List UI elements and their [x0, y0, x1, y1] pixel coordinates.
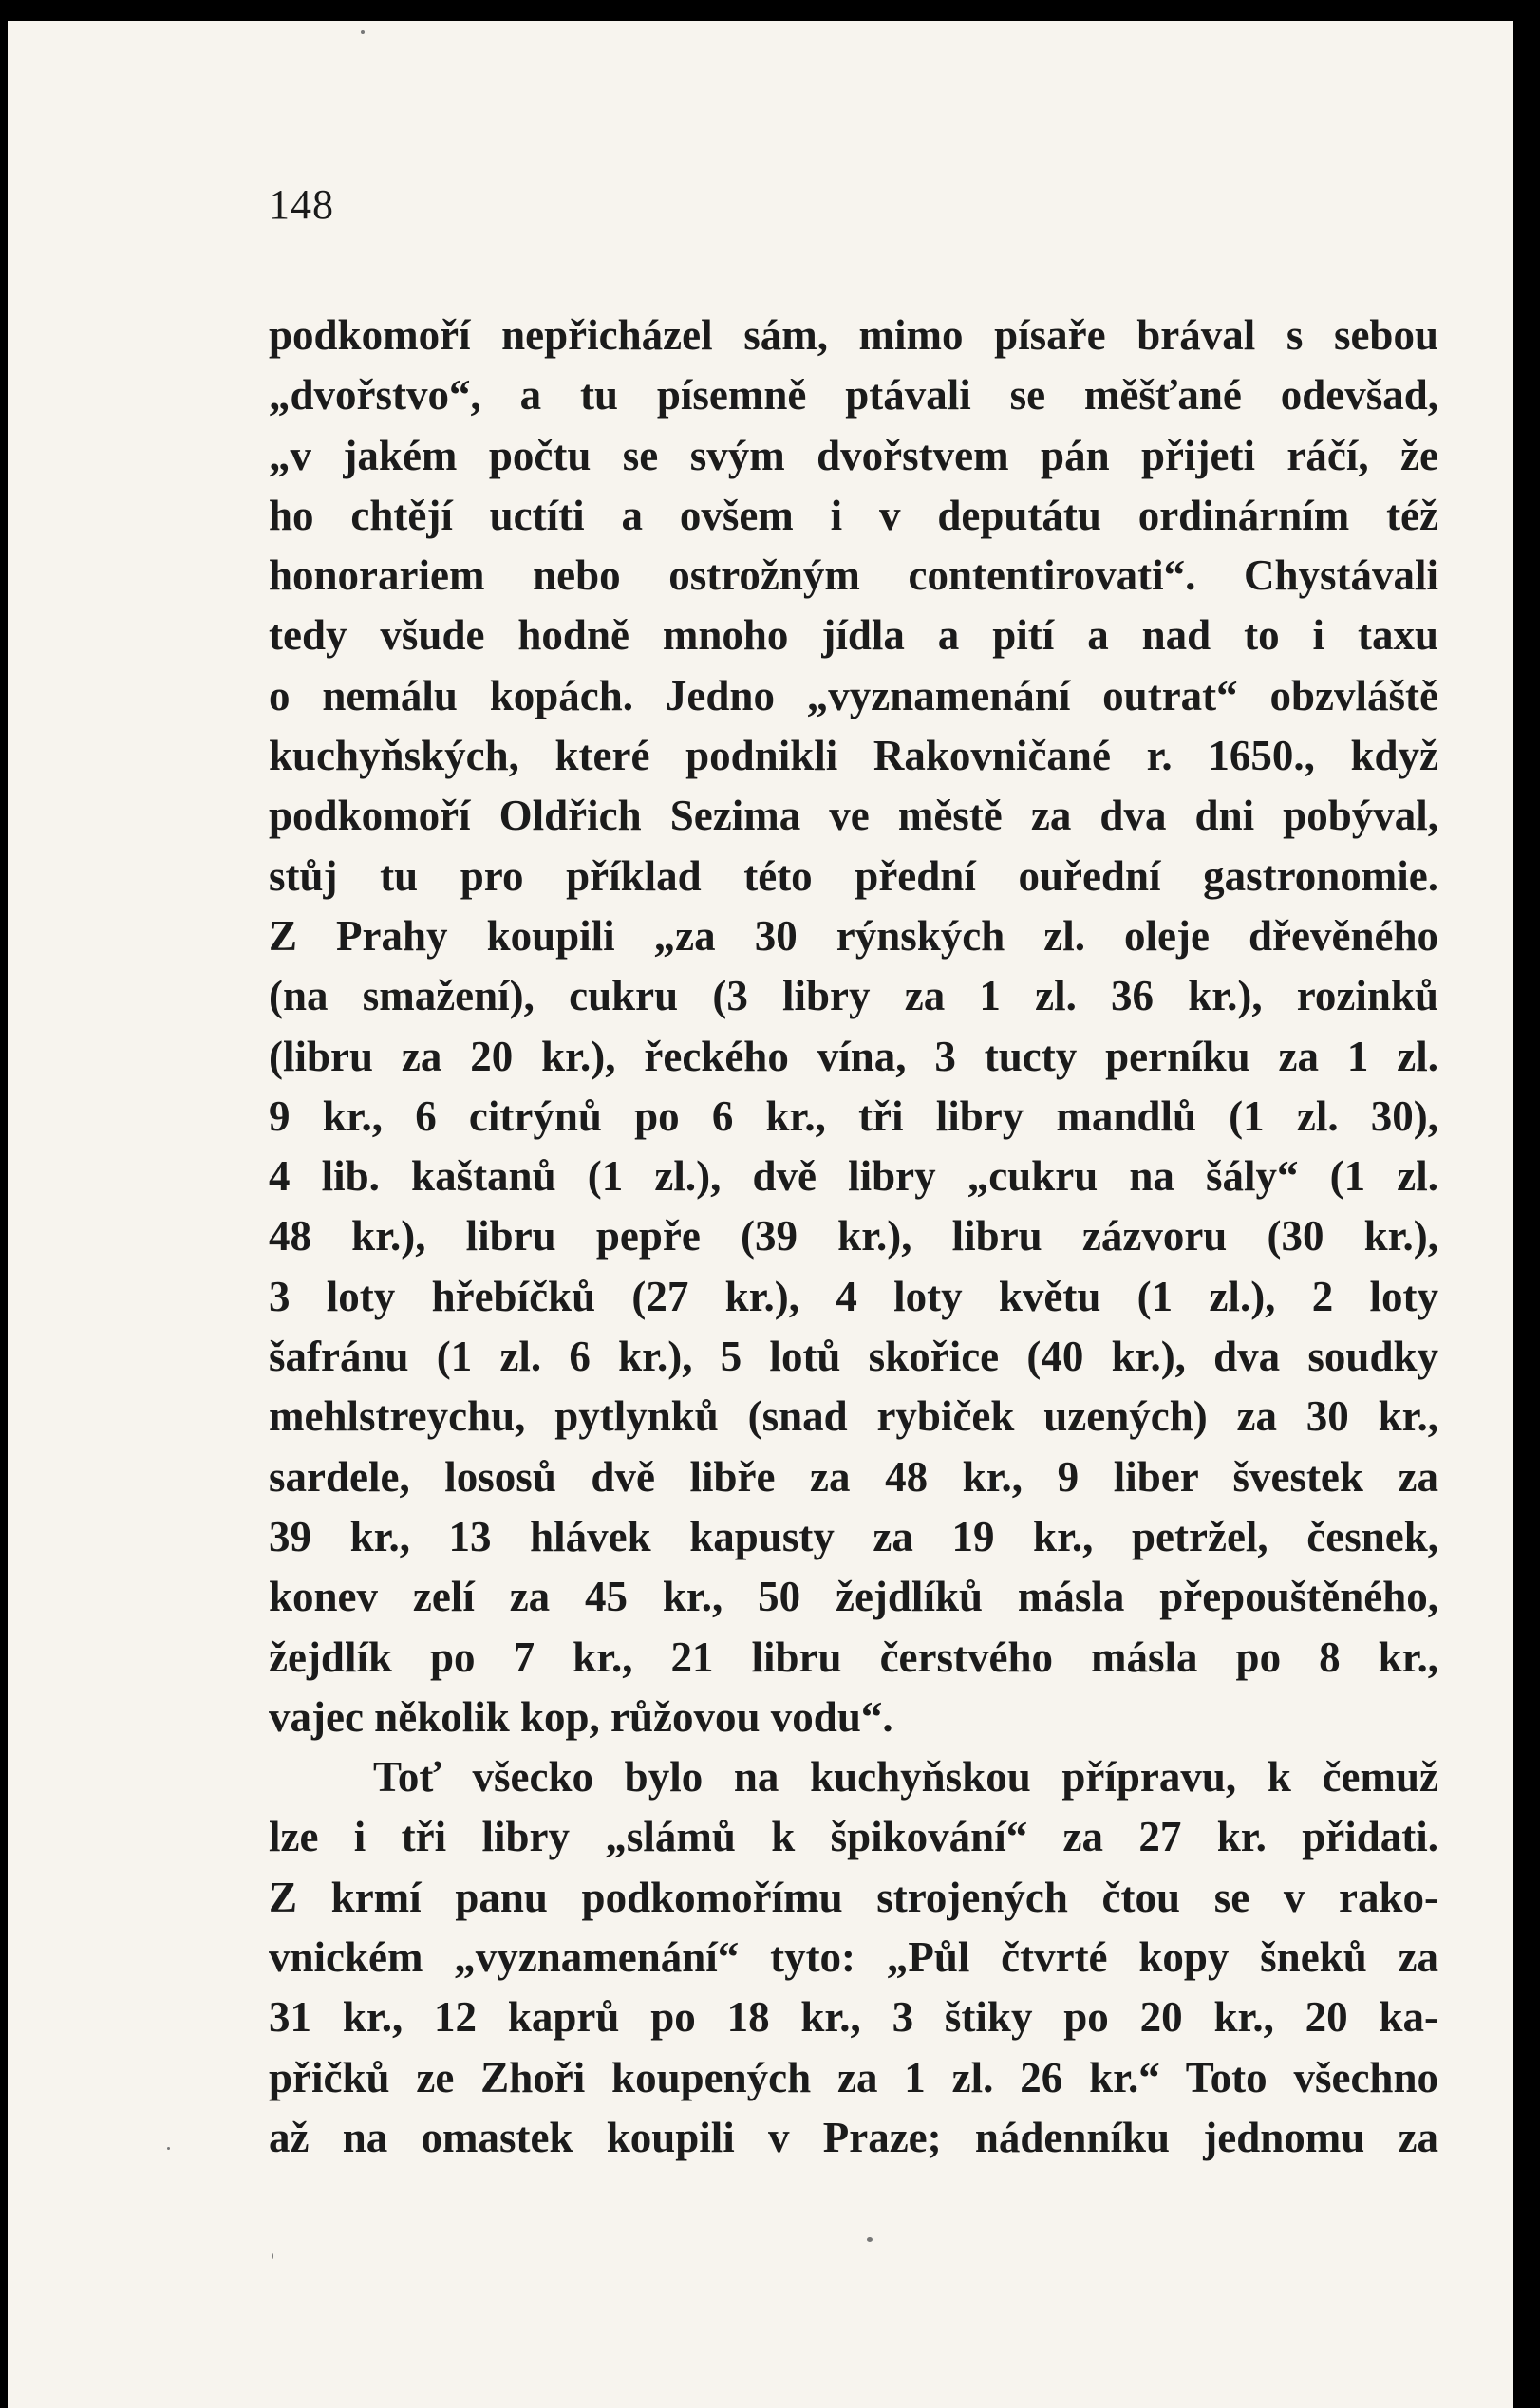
- text-line: vajec několik kop, růžovou vodu“.: [269, 1692, 893, 1741]
- text-line: šafránu (1 zl. 6 kr.), 5 lotů skořice (40 kr.), dva soudky: [269, 1333, 1438, 1381]
- text-line: přičků ze Zhoři koupených za 1 zl. 26 kr.“ Toto všechno: [269, 2053, 1438, 2101]
- text-line: 31 kr., 12 kaprů po 18 kr., 3 štiky po 20 kr., 20 ka-: [269, 1993, 1438, 2042]
- text-line: až na omastek koupili v Praze; nádenníku jednomu za: [269, 2113, 1438, 2161]
- text-line: „dvořstvo“, a tu písemně ptávali se měšťané odevšad,: [269, 371, 1438, 420]
- text-line: tedy všude hodně mnoho jídla a pití a nad to i taxu: [269, 611, 1438, 660]
- text-line: Toť všecko bylo na kuchyňskou přípravu, k čemuž: [373, 1753, 1438, 1801]
- text-line: 4 lib. kaštanů (1 zl.), dvě libry „cukru na šály“ (1 zl.: [269, 1152, 1438, 1201]
- text-line: o nemálu kopách. Jedno „vyznamenání outrat“ obzvláště: [269, 671, 1438, 719]
- text-line: stůj tu pro příklad této přední ouřední gastronomie.: [269, 851, 1438, 900]
- text-line: Z krmí panu podkomořímu strojených čtou se v rako-: [269, 1873, 1438, 1921]
- scan-border-top: [0, 0, 1540, 21]
- text-line: lze i tři libry „slámů k špikování“ za 27 kr. přidati.: [269, 1813, 1438, 1861]
- scan-border-left: [0, 0, 8, 2408]
- text-line: mehlstreychu, pytlynků (snad rybiček uzených) za 30 kr.,: [269, 1392, 1438, 1441]
- scan-border-right: [1513, 0, 1540, 2408]
- text-line: honorariem nebo ostrožným contentirovati“. Chystávali: [269, 551, 1438, 600]
- text-line: žejdlík po 7 kr., 21 libru čerstvého másla po 8 kr.,: [269, 1633, 1438, 1681]
- text-line: ho chtějí uctíti a ovšem i v deputátu ordinárním též: [269, 491, 1438, 539]
- text-line: vnickém „vyznamenání“ tyto: „Půl čtvrté kopy šneků za: [269, 1933, 1438, 1982]
- text-line: podkomoří Oldřich Sezima ve městě za dva dni pobýval,: [269, 792, 1438, 840]
- text-line: (libru za 20 kr.), řeckého vína, 3 tucty perníku za 1 zl.: [269, 1032, 1438, 1080]
- scan-speck: [361, 30, 365, 34]
- text-line: 39 kr., 13 hlávek kapusty za 19 kr., petržel, česnek,: [269, 1512, 1438, 1560]
- scan-speck: [167, 2147, 170, 2150]
- text-line: sardele, lososů dvě libře za 48 kr., 9 liber švestek za: [269, 1452, 1438, 1501]
- text-line: podkomoří nepřicházel sám, mimo písaře brával s sebou: [269, 311, 1438, 359]
- text-line: 9 kr., 6 citrýnů po 6 kr., tři libry mandlů (1 zl. 30),: [269, 1092, 1438, 1140]
- text-line: „v jakém počtu se svým dvořstvem pán přijeti ráčí, že: [269, 431, 1438, 479]
- text-line: kuchyňských, které podnikli Rakovničané r. 1650., když: [269, 732, 1438, 780]
- page-number: 148: [269, 181, 334, 228]
- text-line: (na smažení), cukru (3 libry za 1 zl. 36 kr.), rozinků: [269, 972, 1438, 1020]
- text-line: Z Prahy koupili „za 30 rýnských zl. oleje dřevěného: [269, 911, 1438, 960]
- book-page: [8, 21, 1513, 2408]
- text-line: 3 loty hřebíčků (27 kr.), 4 loty květu (1 zl.), 2 loty: [269, 1272, 1438, 1320]
- scan-speck: [867, 2237, 873, 2242]
- scan-speck: [272, 2253, 273, 2259]
- body-text: [269, 306, 1438, 2168]
- text-line: konev zelí za 45 kr., 50 žejdlíků másla přepouštěného,: [269, 1573, 1438, 1621]
- text-line: 48 kr.), libru pepře (39 kr.), libru zázvoru (30 kr.),: [269, 1212, 1438, 1260]
